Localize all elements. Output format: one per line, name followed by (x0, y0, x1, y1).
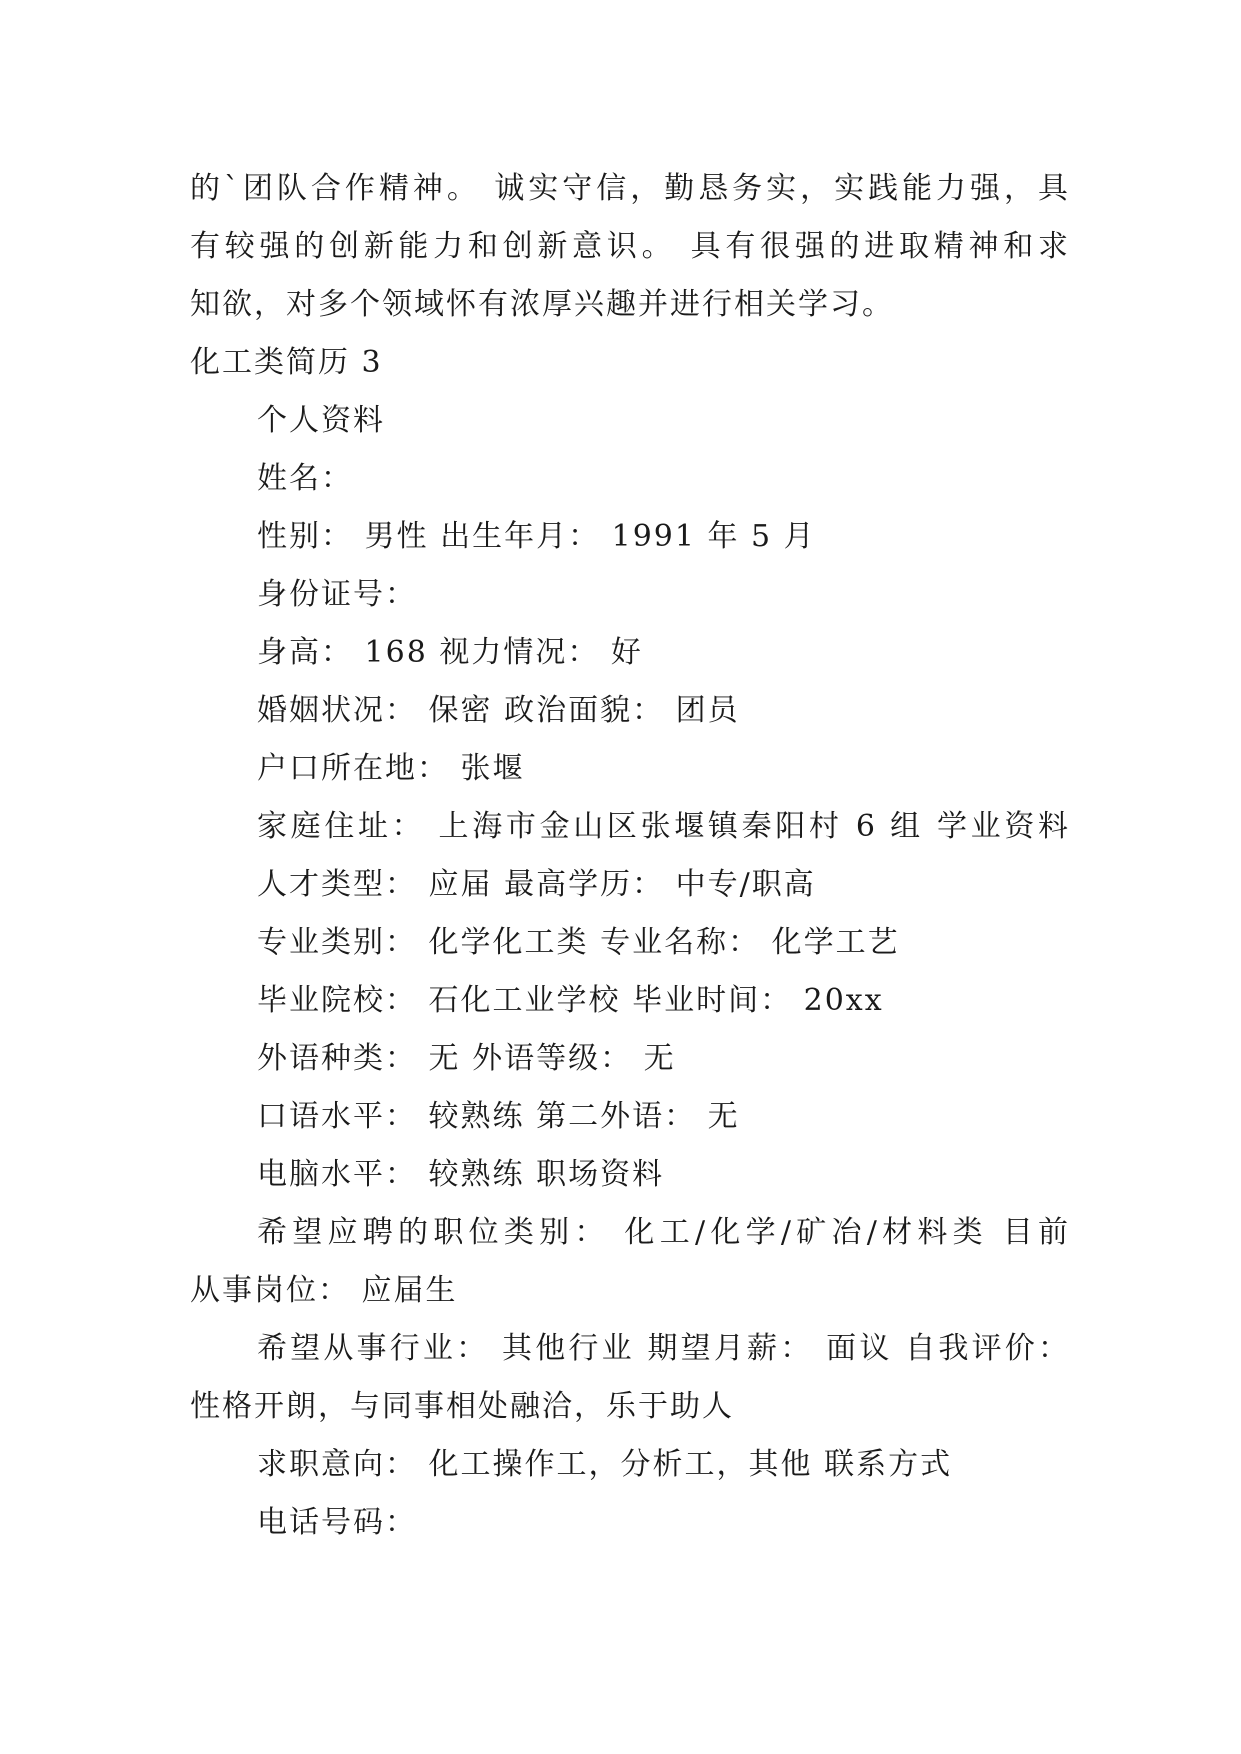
field-phone: 电话号码： (257, 1505, 417, 1540)
field-major: 专业类别： 化学化工类 专业名称： 化学工艺 (257, 925, 900, 960)
field-computer: 电脑水平： 较熟练 职场资料 (257, 1157, 665, 1192)
subsection-heading: 个人资料 (257, 403, 385, 438)
field-oral: 口语水平： 较熟练 第二外语： 无 (257, 1099, 740, 1134)
field-id-number: 身份证号： (257, 577, 417, 612)
section-title: 化工类简历 3 (190, 345, 383, 380)
field-address: 家庭住址： 上海市金山区张堰镇秦阳村 6 组 学业资料 (257, 809, 1070, 844)
field-language: 外语种类： 无 外语等级： 无 (257, 1041, 676, 1076)
field-self-evaluation: 性格开朗，与同事相处融洽，乐于助人 (190, 1389, 734, 1424)
field-name: 姓名： (257, 461, 353, 496)
text-line: 知欲，对多个领域怀有浓厚兴趣并进行相关学习。 (190, 287, 894, 322)
text-line: 有较强的创新能力和创新意识。 具有很强的进取精神和求 (190, 229, 1070, 264)
field-industry-salary: 希望从事行业： 其他行业 期望月薪： 面议 自我评价： (257, 1331, 1070, 1366)
field-talent-education: 人才类型： 应届 最高学历： 中专/职高 (257, 867, 816, 902)
field-job-intention: 求职意向： 化工操作工，分析工，其他 联系方式 (257, 1447, 953, 1482)
document-body (190, 160, 1070, 1552)
field-marital-political: 婚姻状况： 保密 政治面貌： 团员 (257, 693, 740, 728)
field-school: 毕业院校： 石化工业学校 毕业时间： 20xx (257, 983, 884, 1018)
field-position-category: 希望应聘的职位类别： 化工/化学/矿冶/材料类 目前 (257, 1215, 1070, 1250)
text-line: 的`团队合作精神。 诚实守信，勤恳务实，实践能力强，具 (190, 171, 1070, 206)
field-gender-birth: 性别： 男性 出生年月： 1991 年 5 月 (257, 519, 816, 554)
field-household: 户口所在地： 张堰 (257, 751, 525, 786)
field-position-current: 从事岗位： 应届生 (190, 1273, 458, 1308)
field-height-vision: 身高： 168 视力情况： 好 (257, 635, 643, 670)
